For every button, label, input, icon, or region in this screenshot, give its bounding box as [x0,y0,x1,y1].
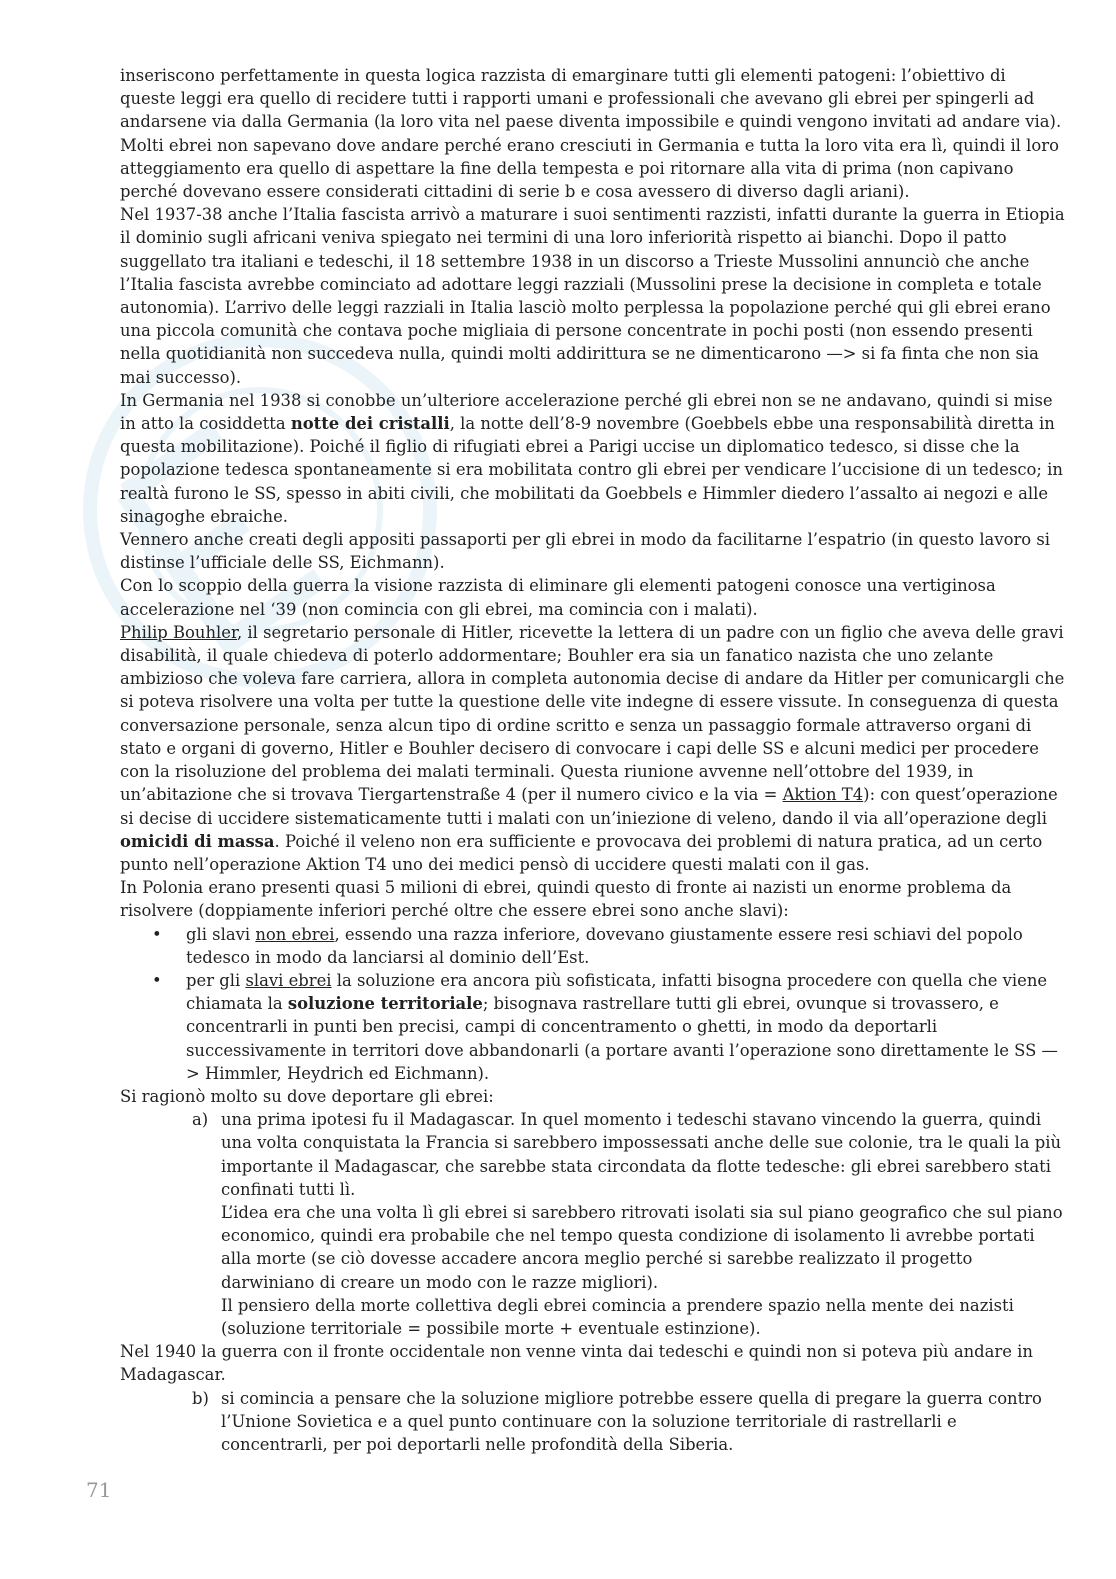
aktion-t4-underlined: Aktion T4 [782,785,864,805]
paragraph-5: Con lo scoppio della guerra la visione razzista di eliminare gli elementi patogeni conosce una vertiginosa accelerazione nel ‘39 (non comincia con gli ebrei, ma comincia con i malati). [120,576,996,619]
page-number: 71 [86,1478,112,1502]
bullet-marker: • [152,970,162,990]
document-body [120,64,1065,1456]
omicidi-di-massa-bold: omicidi di massa [120,831,275,851]
paragraph-6: Philip Bouhler, il segretario personale di Hitler, ricevette la lettera di un padre con un figlio che aveva delle gravi disabilità, il quale chiedeva di poterlo addormentare; Bouhler era sia un fanatico nazista che uno zelante ambizioso che voleva fare carriera, allora in completa autonomia decise di andare da Hitler per comunicargli che si poteva risolvere una volta per tutte la questione delle vite indegne di essere vissute. In conseguenza di questa conversazione personale, senza alcun tipo di ordine scritto e senza un passaggio formale attraverso organi di stato e organi di governo, Hitler e Bouhler decisero di convocare i capi delle SS e alcuni medici per procedere con la risoluzione del problema dei malati terminali. Questa riunione avvenne nell’ottobre del 1939, in un’abitazione che si trovava Tiergartenstraße 4 (per il numero civico e la via = Aktion T4): con quest’operazione si decise di uccidere sistematicamente tutti i malati con un’iniezione di veleno, dando il via all’operazione degli omicidi di massa. Poiché il veleno non era sufficiente e provocava dei problemi di natura pratica, ad un certo punto nell’operazione Aktion T4 uno dei medici pensò di uccidere questi malati con il gas. [120,622,1065,874]
paragraph-7: In Polonia erano presenti quasi 5 milioni di ebrei, quindi questo di fronte ai nazisti un enorme problema da risolvere (doppiamente inferiori perché oltre che essere ebrei sono anche slavi): [120,878,1012,921]
list-marker: a) [192,1110,209,1130]
bullet-marker: • [152,924,162,944]
notte-dei-cristalli-bold: notte dei cristalli [290,414,450,434]
paragraph-3: In Germania nel 1938 si conobbe un’ulteriore accelerazione perché gli ebrei non se ne andavano, quindi si mise in atto la cosiddetta notte dei cristalli, la notte dell’8-9 novembre (Goebbels ebbe una responsabilità diretta in questa mobilitazione). Poiché il figlio di rifugiati ebrei a Parigi uccise un diplomatico tedesco, si disse che la popolazione tedesca spontaneamente si era mobilitata contro gli ebrei per vendicare l’uccisione di un tedesco; in realtà furono le SS, spesso in abiti civili, che mobilitati da Goebbels e Himmler diedero l’assalto ai negozi e alle sinagoghe ebraiche. [120,390,1063,526]
list-marker: b) [192,1388,209,1408]
list-item: • per gli slavi ebrei la soluzione era ancora più sofisticata, infatti bisogna procedere con quella che viene chiamata la soluzione territoriale; bisognava rastrellare tutti gli ebrei, ovunque si trovassero, e concentrarli in punti ben precisi, campi di concentramento o ghetti, in modo da deportarli successivamente in territori dove abbandonarli (a portare avanti l’operazione sono direttamente le SS —> Himmler, Heydrich ed Eichmann). [152,970,1058,1083]
philip-bouhler-underlined: Philip Bouhler [120,622,238,642]
list-item: a) una prima ipotesi fu il Madagascar. In quel momento i tedeschi stavano vincendo la guerra, quindi una volta conquistata la Francia si sarebbero impossessati anche delle sue colonie, tra le quali la più importante il Madagascar, che sarebbe stata circondata da flotte tedesche: gli ebrei sarebbero stati confinati tutti lì. L’idea era che una volta lì gli ebrei si sarebbero ritrovati isolati sia sul piano geografico che sul piano economico, quindi era probabile che nel tempo questa condizione di isolamento li avrebbe portati alla morte (se ciò dovesse accadere ancora meglio perché si sarebbe realizzato il progetto darwiniano di creare un modo con le razze migliori). Il pensiero della morte collettiva degli ebrei comincia a prendere spazio nella mente dei nazisti (soluzione territoriale = possibile morte + eventuale estinzione). [192,1110,1063,1338]
list-item: • gli slavi non ebrei, essendo una razza inferiore, dovevano giustamente essere resi schiavi del popolo tedesco in modo da lanciarsi al dominio dell’Est. [152,924,1023,967]
paragraph-2: Nel 1937-38 anche l’Italia fascista arrivò a maturare i suoi sentimenti razzisti, infatti durante la guerra in Etiopia il dominio sugli africani veniva spiegato nei termini di una loro inferiorità rispetto ai bianchi. Dopo il patto suggellato tra italiani e tedeschi, il 18 settembre 1938 in un discorso a Trieste Mussolini annunciò che anche l’Italia fascista avrebbe cominciato ad adottare leggi razziali (Mussolini prese la decisione in completa e totale autonomia). L’arrivo delle leggi razziali in Italia lasciò molto perplessa la popolazione perché qui gli ebrei erano una piccola comunità che contava poche migliaia di persone concentrate in pochi posti (non essendo presenti nella quotidianità non succedeva nulla, quindi molti addirittura se ne dimenticarono —> si fa finta che non sia mai successo). [120,205,1065,387]
lettered-list-b [120,1387,1065,1457]
bullet-list [120,923,1065,1085]
lettered-list-a [120,1108,1065,1340]
paragraph-9: Nel 1940 la guerra con il fronte occidentale non venne vinta dai tedeschi e quindi non si poteva più andare in Madagascar. [120,1342,1033,1385]
paragraph-8: Si ragionò molto su dove deportare gli ebrei: [120,1086,494,1106]
list-item: b) si comincia a pensare che la soluzione migliore potrebbe essere quella di pregare la guerra contro l’Unione Sovietica e a quel punto continuare con la soluzione territoriale di rastrellarli e concentrarli, per poi deportarli nelle profondità della Siberia. [192,1388,1042,1454]
paragraph-1: inseriscono perfettamente in questa logica razzista di emarginare tutti gli elementi patogeni: l’obiettivo di queste leggi era quello di recidere tutti i rapporti umani e professionali che avevano gli ebrei per spingerli ad andarsene via dalla Germania (la loro vita nel paese diventa impossibile e quindi vengono invitati ad andare via). Molti ebrei non sapevano dove andare perché erano cresciuti in Germania e tutta la loro vita era lì, quindi il loro atteggiamento era quello di aspettare la fine della tempesta e poi ritornare alla vita di prima (non capivano perché dovevano essere considerati cittadini di serie b e cosa avessero di diverso dagli ariani). [120,66,1062,202]
paragraph-4: Vennero anche creati degli appositi passaporti per gli ebrei in modo da facilitarne l’espatrio (in questo lavoro si distinse l’ufficiale delle SS, Eichmann). [120,530,1051,573]
